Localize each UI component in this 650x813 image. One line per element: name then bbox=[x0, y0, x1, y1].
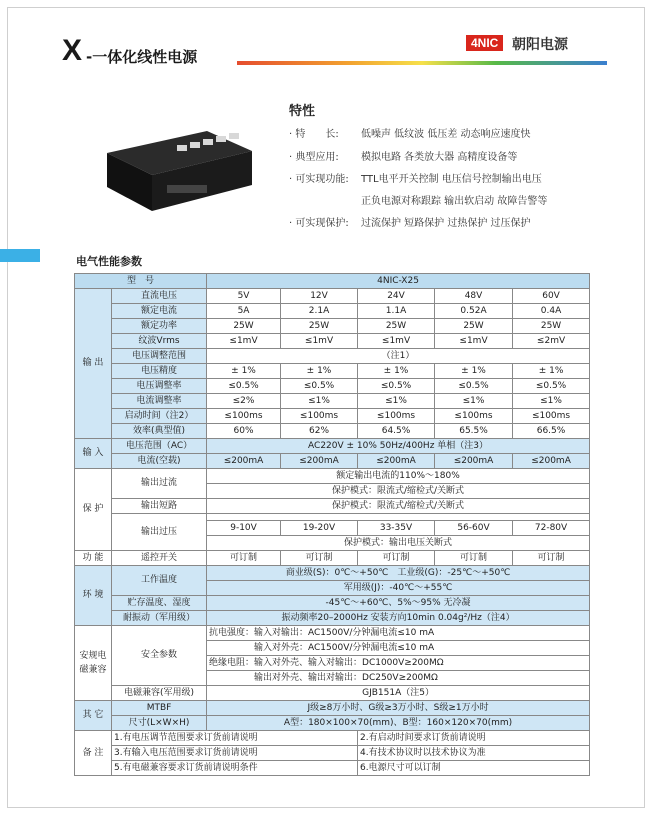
row-label: 输出短路 bbox=[112, 499, 207, 514]
row-label: 电流(空载) bbox=[112, 454, 207, 469]
cell: 5A bbox=[207, 304, 281, 319]
cell: 额定输出电流的110%～180% bbox=[207, 469, 590, 484]
cell: 绝缘电阻：输入对外壳、输入对输出：DC1000V≥200MΩ bbox=[207, 656, 590, 671]
cell: ≤2% bbox=[207, 394, 281, 409]
note: 6.电源尺寸可以订制 bbox=[358, 761, 590, 776]
feature-line: · 可实现保护: 过流保护 短路保护 过热保护 过压保护 bbox=[289, 218, 531, 229]
cell: 62% bbox=[281, 424, 358, 439]
note: 3.有输入电压范围要求订货前请说明 bbox=[112, 746, 358, 761]
table-row bbox=[75, 319, 590, 334]
cell: 振动频率20–2000Hz 安装方向10min 0.04g²/Hz（注4） bbox=[207, 611, 590, 626]
cell: ≤0.5% bbox=[358, 379, 435, 394]
table-row bbox=[75, 469, 590, 484]
table-row bbox=[75, 274, 590, 289]
cell: 商业级(S)：0℃～+50℃ 工业级(G)：-25℃～+50℃ bbox=[207, 566, 590, 581]
cell: 25W bbox=[207, 319, 281, 334]
product-photo bbox=[97, 123, 257, 213]
cell: ≤1mV bbox=[281, 334, 358, 349]
cell: 可订制 bbox=[435, 551, 513, 566]
cell: 2.1A bbox=[281, 304, 358, 319]
table-row bbox=[75, 499, 590, 514]
row-label: 贮存温度、湿度 bbox=[112, 596, 207, 611]
cell: （注1） bbox=[207, 349, 590, 364]
cell bbox=[207, 514, 590, 521]
table-row bbox=[75, 454, 590, 469]
cell: 33-35V bbox=[358, 521, 435, 536]
note: 4.有技术协议时以技术协议为准 bbox=[358, 746, 590, 761]
row-label: 电压精度 bbox=[112, 364, 207, 379]
cell: 60V bbox=[513, 289, 590, 304]
table-row bbox=[75, 746, 590, 761]
cell: J级≥8万小时、G级≥3万小时、S级≥1万小时 bbox=[207, 701, 590, 716]
cell: ≤1% bbox=[358, 394, 435, 409]
cell: ± 1% bbox=[281, 364, 358, 379]
cell: 1.1A bbox=[358, 304, 435, 319]
cell: 66.5% bbox=[513, 424, 590, 439]
table-row bbox=[75, 304, 590, 319]
note: 2.有启动时间要求订货前请说明 bbox=[358, 731, 590, 746]
side-tab-marker bbox=[0, 249, 40, 262]
row-label: 电流调整率 bbox=[112, 394, 207, 409]
row-label: 尺寸(L×W×H) bbox=[112, 716, 207, 731]
page-title: -一体化线性电源 bbox=[86, 48, 198, 66]
table-row bbox=[75, 514, 590, 521]
table-row bbox=[75, 626, 590, 641]
cell: AC220V ± 10% 50Hz/400Hz 单相（注3） bbox=[207, 439, 590, 454]
group-environment: 环 境 bbox=[75, 566, 112, 626]
note: 1.有电压调节范围要求订货前请说明 bbox=[112, 731, 358, 746]
spec-table bbox=[74, 273, 590, 776]
cell: ≤1mV bbox=[207, 334, 281, 349]
row-label: 启动时间（注2） bbox=[112, 409, 207, 424]
row-label: MTBF bbox=[112, 701, 207, 716]
table-row bbox=[75, 349, 590, 364]
cell: -45℃～+60℃、5%～95% 无冷凝 bbox=[207, 596, 590, 611]
row-label: 输出过压 bbox=[112, 514, 207, 551]
cell: ± 1% bbox=[358, 364, 435, 379]
row-label: 效率(典型值) bbox=[112, 424, 207, 439]
cell: 可订制 bbox=[207, 551, 281, 566]
cell: 19-20V bbox=[281, 521, 358, 536]
cell: ≤0.5% bbox=[207, 379, 281, 394]
page-title-x: X bbox=[62, 34, 83, 67]
feature-line: · 可实现功能: TTL电平开关控制 电压信号控制输出电压 bbox=[289, 174, 542, 185]
table-row bbox=[75, 686, 590, 701]
table-row bbox=[75, 566, 590, 581]
group-protect: 保 护 bbox=[75, 469, 112, 551]
cell: 输入对外壳：AC1500V/分钟漏电流≤10 mA bbox=[207, 641, 590, 656]
table-row bbox=[75, 701, 590, 716]
cell: 60% bbox=[207, 424, 281, 439]
cell: 军用级(J)：-40℃～+55℃ bbox=[207, 581, 590, 596]
group-function: 功 能 bbox=[75, 551, 112, 566]
cell: 保护模式：限流式/缩检式/关断式 bbox=[207, 484, 590, 499]
cell: ≤100ms bbox=[513, 409, 590, 424]
cell: ± 1% bbox=[207, 364, 281, 379]
row-label: 直流电压 bbox=[112, 289, 207, 304]
cell: 48V bbox=[435, 289, 513, 304]
cell: 72-80V bbox=[513, 521, 590, 536]
cell: ≤1% bbox=[513, 394, 590, 409]
cell: 25W bbox=[358, 319, 435, 334]
cell: ≤100ms bbox=[358, 409, 435, 424]
group-other: 其 它 bbox=[75, 701, 112, 731]
cell: ≤200mA bbox=[281, 454, 358, 469]
cell: ≤0.5% bbox=[513, 379, 590, 394]
cell: GJB151A（注5） bbox=[207, 686, 590, 701]
cell: ≤100ms bbox=[281, 409, 358, 424]
table-row bbox=[75, 379, 590, 394]
cell: 56-60V bbox=[435, 521, 513, 536]
cell: 输出对外壳、输出对输出：DC250V≥200MΩ bbox=[207, 671, 590, 686]
cell: ≤1% bbox=[435, 394, 513, 409]
note: 5.有电磁兼容要求订货前请说明条件 bbox=[112, 761, 358, 776]
row-label: 电压调整范围 bbox=[112, 349, 207, 364]
group-output: 输 出 bbox=[75, 289, 112, 439]
cell: 25W bbox=[281, 319, 358, 334]
cell: 12V bbox=[281, 289, 358, 304]
cell: 65.5% bbox=[435, 424, 513, 439]
table-row bbox=[75, 551, 590, 566]
brand-name: 朝阳电源 bbox=[512, 37, 568, 53]
section-title: 电气性能参数 bbox=[76, 255, 142, 268]
table-row bbox=[75, 364, 590, 379]
feature-line: 正负电源对称跟踪 输出软启动 故障告警等 bbox=[361, 196, 548, 207]
cell: ≤1mV bbox=[435, 334, 513, 349]
table-row bbox=[75, 439, 590, 454]
row-label: 输出过流 bbox=[112, 469, 207, 499]
feature-line: · 典型应用: 模拟电路 各类放大器 高精度设备等 bbox=[289, 152, 518, 163]
features-heading: 特性 bbox=[289, 104, 316, 119]
cell: 0.4A bbox=[513, 304, 590, 319]
cell: ≤100ms bbox=[435, 409, 513, 424]
cell: ≤200mA bbox=[513, 454, 590, 469]
cell: ≤200mA bbox=[207, 454, 281, 469]
row-label: 电压范围（AC） bbox=[112, 439, 207, 454]
table-row bbox=[75, 761, 590, 776]
group-notes: 备 注 bbox=[75, 731, 112, 776]
cell: ≤0.5% bbox=[281, 379, 358, 394]
row-label: 电磁兼容(军用级) bbox=[112, 686, 207, 701]
cell: ≤200mA bbox=[358, 454, 435, 469]
cell: 可订制 bbox=[358, 551, 435, 566]
table-row bbox=[75, 409, 590, 424]
row-label: 额定功率 bbox=[112, 319, 207, 334]
row-label: 纹波Vrms bbox=[112, 334, 207, 349]
table-row bbox=[75, 611, 590, 626]
row-label: 电压调整率 bbox=[112, 379, 207, 394]
cell: ≤0.5% bbox=[435, 379, 513, 394]
cell: ≤2mV bbox=[513, 334, 590, 349]
cell: 64.5% bbox=[358, 424, 435, 439]
cell: 24V bbox=[358, 289, 435, 304]
cell: 保护模式：输出电压关断式 bbox=[207, 536, 590, 551]
cell: 抗电强度：输入对输出：AC1500V/分钟漏电流≤10 mA bbox=[207, 626, 590, 641]
cell: 可订制 bbox=[513, 551, 590, 566]
cell: ≤100ms bbox=[207, 409, 281, 424]
cell: 25W bbox=[435, 319, 513, 334]
group-emc: 安规电磁兼容 bbox=[75, 626, 112, 701]
table-row bbox=[75, 334, 590, 349]
cell: ± 1% bbox=[513, 364, 590, 379]
cell: ≤1% bbox=[281, 394, 358, 409]
cell: 0.52A bbox=[435, 304, 513, 319]
model-value: 4NIC-X25 bbox=[207, 274, 590, 289]
model-label: 型 号 bbox=[75, 274, 207, 289]
feature-line: · 特 长: 低噪声 低纹波 低压差 动态响应速度快 bbox=[289, 129, 531, 140]
cell: 保护模式：限流式/缩检式/关断式 bbox=[207, 499, 590, 514]
cell: 25W bbox=[513, 319, 590, 334]
cell: ± 1% bbox=[435, 364, 513, 379]
cell: ≤200mA bbox=[435, 454, 513, 469]
table-row bbox=[75, 394, 590, 409]
table-row bbox=[75, 424, 590, 439]
cell: 9-10V bbox=[207, 521, 281, 536]
cell: A型：180×100×70(mm)、B型：160×120×70(mm) bbox=[207, 716, 590, 731]
row-label: 额定电流 bbox=[112, 304, 207, 319]
table-row bbox=[75, 716, 590, 731]
brand-logo: 4NIC bbox=[466, 35, 503, 51]
row-label: 安全参数 bbox=[112, 626, 207, 686]
table-row bbox=[75, 731, 590, 746]
cell: 5V bbox=[207, 289, 281, 304]
row-label: 耐振动（军用级） bbox=[112, 611, 207, 626]
table-row bbox=[75, 289, 590, 304]
title-rainbow-rule bbox=[237, 61, 607, 65]
row-label: 工作温度 bbox=[112, 566, 207, 596]
group-input: 输 入 bbox=[75, 439, 112, 469]
table-row bbox=[75, 596, 590, 611]
cell: 可订制 bbox=[281, 551, 358, 566]
row-label: 遥控开关 bbox=[112, 551, 207, 566]
cell: ≤1mV bbox=[358, 334, 435, 349]
